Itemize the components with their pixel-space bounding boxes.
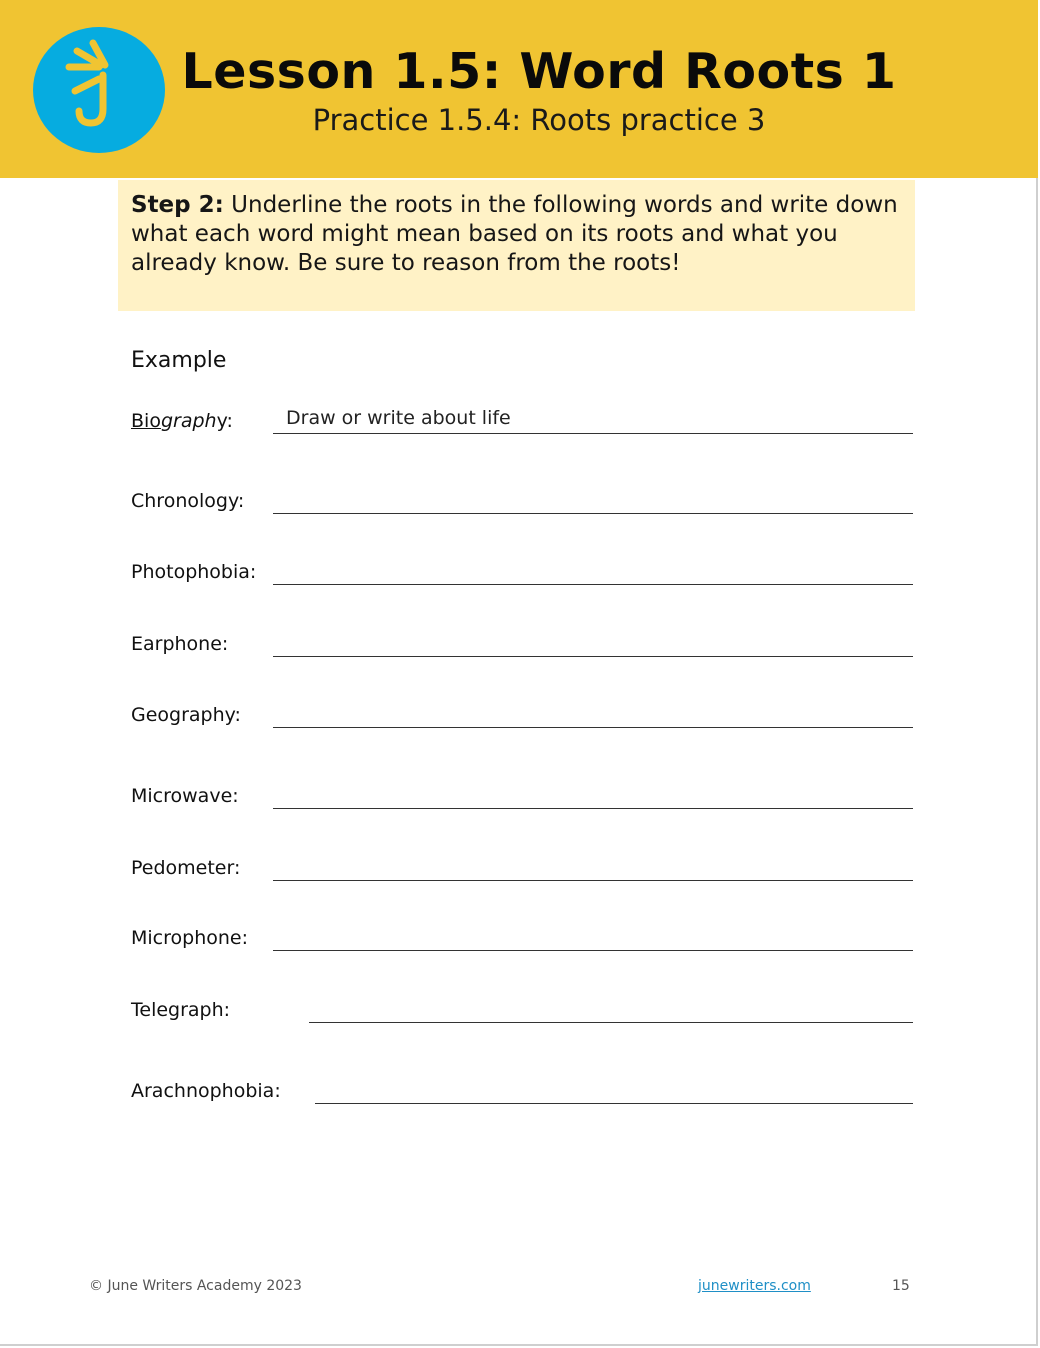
- word-label: Microwave:: [131, 785, 239, 807]
- example-word-rest: y: [216, 410, 227, 432]
- word-label: Arachnophobia:: [131, 1080, 281, 1102]
- example-root-bio: Bio: [131, 410, 161, 432]
- word-label: Geography:: [131, 704, 241, 726]
- instructions-box: [118, 180, 915, 311]
- answer-line[interactable]: [273, 656, 913, 657]
- word-label: Chronology:: [131, 490, 245, 512]
- page-subtitle: Practice 1.5.4: Roots practice 3: [312, 103, 766, 137]
- instructions-text: Underline the roots in the following words and write down what each word might mean based on its roots and what you already know. Be sure to reason from the roots!: [131, 192, 898, 276]
- example-colon: :: [226, 410, 233, 432]
- example-row: [131, 400, 913, 440]
- answer-line[interactable]: [273, 727, 913, 728]
- word-row-microphone: [131, 917, 913, 957]
- answer-line[interactable]: [273, 808, 913, 809]
- word-row-microwave: [131, 775, 913, 815]
- answer-line[interactable]: [273, 880, 913, 881]
- word-row-arachnophobia: [131, 1070, 913, 1110]
- answer-line[interactable]: [315, 1103, 913, 1104]
- word-row-telegraph: [131, 989, 913, 1029]
- word-row-photophobia: [131, 551, 913, 591]
- example-word: [131, 410, 233, 432]
- word-label: Photophobia:: [131, 561, 257, 583]
- answer-line[interactable]: [309, 1022, 913, 1023]
- answer-line[interactable]: [273, 513, 913, 514]
- word-label: Pedometer:: [131, 857, 241, 879]
- word-row-earphone: [131, 623, 913, 663]
- footer-page-number: 15: [892, 1278, 910, 1294]
- word-label: Telegraph:: [131, 999, 231, 1021]
- word-row-chronology: [131, 480, 913, 520]
- example-answer: Draw or write about life: [286, 407, 511, 429]
- word-label: Microphone:: [131, 927, 248, 949]
- header-banner: [0, 0, 1038, 178]
- word-row-pedometer: [131, 847, 913, 887]
- step-label: Step 2:: [131, 192, 224, 218]
- example-root-graph: graph: [160, 410, 217, 432]
- example-answer-line: [273, 433, 913, 434]
- page-title: Lesson 1.5: Word Roots 1: [181, 43, 897, 100]
- answer-line[interactable]: [273, 584, 913, 585]
- word-row-geography: [131, 694, 913, 734]
- example-heading: Example: [131, 348, 227, 373]
- footer-copyright: © June Writers Academy 2023: [89, 1278, 302, 1294]
- footer-website-link[interactable]: junewriters.com: [698, 1278, 811, 1294]
- word-label: Earphone:: [131, 633, 229, 655]
- answer-line[interactable]: [273, 950, 913, 951]
